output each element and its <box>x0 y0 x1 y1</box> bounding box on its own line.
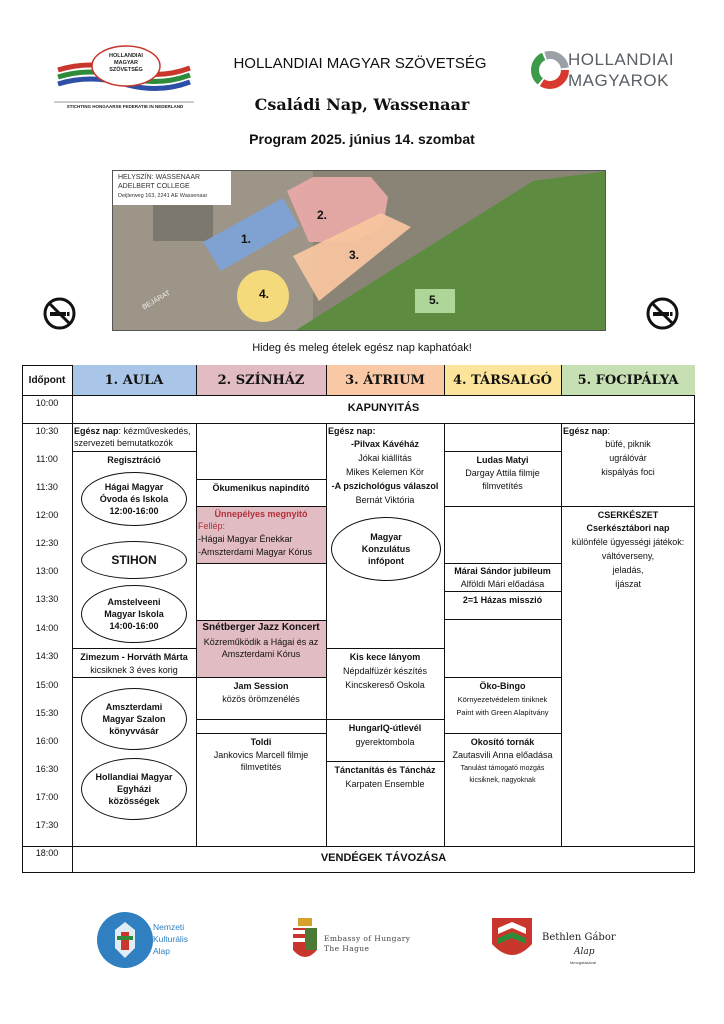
szinhaz-jazz-sub: Közreműködik a Hágai és az Amszterdami Kórus <box>203 637 319 659</box>
foci-allday-label: Egész nap <box>563 426 608 436</box>
aula-oval-hagai <box>81 472 187 526</box>
zone-3-label: 3. <box>349 248 360 262</box>
grid-line <box>326 365 327 395</box>
grid-line <box>561 365 562 395</box>
nka-line3: Alap <box>153 946 171 956</box>
foci-scout-text3: jeladás, <box>612 565 644 575</box>
foci-allday-colon: : <box>607 426 611 436</box>
time-label: 11:00 <box>36 454 58 464</box>
atrium-mikes: Mikes Kelemen Kör <box>345 467 425 477</box>
org-title: HOLLANDIAI MAGYAR SZÖVETSÉG <box>233 55 487 72</box>
grid-line <box>196 733 326 734</box>
grid-line <box>326 719 444 720</box>
hm-logo-line2: MAGYAROK <box>568 71 669 90</box>
grid-line <box>444 619 561 620</box>
foci-scout-text2: váltóverseny, <box>601 551 655 561</box>
foci-scout-text4: íjászat <box>614 579 641 589</box>
time-label: 15:30 <box>35 708 59 718</box>
col-header-focipalya <box>561 365 695 395</box>
opening-text: KAPUNYITÁS <box>347 402 420 414</box>
grid-line <box>196 365 197 395</box>
col-header-szinhaz-label: 2. SZÍNHÁZ <box>217 372 305 388</box>
aula-oval-amstelveen-text: Amstelveeni Magyar Iskola 14:00-16:00 <box>104 597 164 631</box>
bethlen-line2: Alap <box>574 947 595 957</box>
col-header-focipalya-label: 5. FOCIPÁLYA <box>577 372 679 388</box>
col-header-atrium-label: 3. ÁTRIUM <box>345 372 425 388</box>
grid-line <box>326 648 444 649</box>
time-label: 10:00 <box>35 398 59 408</box>
bethlen-line1: Bethlen Gábor <box>542 932 616 943</box>
aula-registration: Regisztráció <box>107 455 161 465</box>
grid-line <box>196 479 326 480</box>
logo-text-3: SZÖVETSÉG <box>109 67 143 73</box>
atrium-psych-name: Bernát Viktória <box>355 495 415 505</box>
time-label: 12:00 <box>35 510 59 520</box>
grid-line <box>72 365 73 873</box>
atrium-hiq-title: HungarIQ-útlevél <box>348 723 422 733</box>
aula-allday-text: : kézműveskedés, szervezeti bemutatkozók <box>74 426 191 448</box>
atrium-kece-title: Kis kece lányom <box>349 652 421 662</box>
time-label: 18:00 <box>35 848 59 858</box>
grid-line <box>561 423 562 846</box>
no-smoking-icon <box>646 297 679 330</box>
szinhaz-toldi-title: Toldi <box>250 737 272 747</box>
no-smoking-icon <box>43 297 76 330</box>
nka-line1: Nemzeti <box>153 922 185 932</box>
szinhaz-jazz-title: Snétberger Jazz Koncert <box>202 622 320 633</box>
bethlen-logo <box>490 914 640 972</box>
grid-line <box>561 506 695 507</box>
time-label: 16:30 <box>35 764 59 774</box>
aula-oval-szalon-text: Amszterdami Magyar Szalon könyvvásár <box>102 702 166 736</box>
atrium-dance-sub: Karpaten Ensemble <box>345 779 425 789</box>
foci-item3: kispályás foci <box>601 467 655 477</box>
grid-line <box>444 563 561 564</box>
foci-item2: ugrálóvár <box>609 453 647 463</box>
time-label: 13:00 <box>35 566 59 576</box>
grid-line <box>72 677 196 678</box>
event-title: Családi Nap, Wassenaar <box>254 95 470 114</box>
time-header <box>22 365 72 395</box>
atrium-allday: Egész nap: <box>328 426 376 436</box>
time-label: 13:30 <box>35 594 59 604</box>
atrium-hiq-sub: gyerektombola <box>355 737 415 747</box>
time-label: 10:30 <box>35 426 59 436</box>
col-header-szinhaz <box>196 365 326 395</box>
embassy-line1: Embassy of Hungary <box>324 934 411 943</box>
col-header-tarsalgo-label: 4. TÁRSALGÓ <box>453 372 552 388</box>
aula-oval-stihon-text: STIHON <box>111 553 157 567</box>
aula-oval-egyhazi <box>81 758 187 820</box>
atrium-kece-sub1: Népdalfüzér készítés <box>342 666 428 676</box>
aula-allday <box>74 425 196 449</box>
venue-map <box>112 170 606 331</box>
atrium-dance-title: Tánctanítás és Táncház <box>334 765 436 775</box>
grid-line <box>22 423 695 424</box>
logo-text-1: HOLLANDIAI <box>109 53 143 59</box>
nka-logo <box>95 910 205 970</box>
map-location-line1: HELYSZÍN: WASSENAAR <box>118 174 201 181</box>
grid-line <box>196 506 326 507</box>
time-label: 11:30 <box>36 482 58 492</box>
foci-allday <box>563 425 695 437</box>
grid-line <box>22 395 695 396</box>
foci-scout-sub: Cserkésztábori nap <box>586 523 670 533</box>
aula-oval-stihon <box>81 541 187 579</box>
time-label: 14:00 <box>35 623 59 633</box>
szinhaz-jam-title: Jam Session <box>233 681 289 691</box>
atrium-exhibit: Jókai kiállítás <box>358 453 412 463</box>
grid-line <box>444 733 561 734</box>
grid-line <box>22 846 695 847</box>
zone-2-label: 2. <box>317 208 328 222</box>
szinhaz-opening-title: Ünnepélyes megnyitó <box>214 509 308 519</box>
food-note: Hideg és meleg ételek egész nap kaphatóak! <box>252 342 472 354</box>
hollandiai-magyarok-logo <box>530 46 690 96</box>
atrium-kece-sub2: Kincskereső Oskola <box>345 680 425 690</box>
col-header-atrium <box>326 365 444 395</box>
hm-logo-line1: HOLLANDIAI <box>568 50 675 69</box>
atrium-cafe: -Pilvax Kávéház <box>350 439 420 449</box>
program-date: Program 2025. június 14. szombat <box>249 131 475 147</box>
szinhaz-toldi-sub: Jankovics Marcell filmje filmvetítés <box>213 750 309 772</box>
tarsalgo-bingo-sub2: Paint with Green Alapítvány <box>456 708 549 717</box>
szinhaz-jam-sub: közös örömzenélés <box>222 694 300 704</box>
embassy-logo <box>290 916 430 968</box>
logo-text-2: MAGYAR <box>114 60 138 66</box>
map-address: Deijlerweg 163, 2241 AE Wassenaar <box>118 193 208 199</box>
col-header-aula-label: 1. AULA <box>104 372 164 388</box>
map-location-line2: ADELBERT COLLEGE <box>118 183 190 190</box>
grid-line <box>326 761 444 762</box>
tarsalgo-bingo-title: Öko-Bingo <box>479 681 526 691</box>
grid-line <box>444 677 561 678</box>
grid-line <box>444 451 561 452</box>
time-label: 17:30 <box>35 820 59 830</box>
nka-line2: Kulturális <box>153 934 188 944</box>
aula-zimezum-sub: kicsiknek 3 éves korig <box>90 665 178 675</box>
aula-oval-hagai-text: Hágai Magyar Óvoda és Iskola 12:00-16:00 <box>99 482 169 516</box>
grid-line <box>72 451 196 452</box>
tarsalgo-mission: 2=1 Házas misszió <box>462 595 543 605</box>
zone-4-label: 4. <box>259 287 270 301</box>
foci-scout-text1: különféle ügyességi játékok: <box>571 537 685 547</box>
tarsalgo-bingo-sub1: Környezetvédelem tiniknek <box>457 695 548 704</box>
aula-allday-label: Egész nap <box>74 426 119 436</box>
foci-scout-title: CSERKÉSZET <box>597 510 659 520</box>
tarsalgo-marai-title: Márai Sándor jubileum <box>454 566 551 576</box>
grid-line <box>196 563 326 564</box>
tarsalgo-marai-sub: Alföldi Mári előadása <box>460 579 545 589</box>
grid-line <box>72 648 196 649</box>
col-header-aula <box>72 365 196 395</box>
tarsalgo-ludas-sub2: filmvetítés <box>482 481 523 491</box>
atrium-psych: -A pszichológus válaszol <box>331 481 439 491</box>
grid-line <box>196 719 326 720</box>
embassy-line2: The Hague <box>324 944 370 953</box>
bethlen-small: támogatásával <box>570 960 597 965</box>
tarsalgo-ludas-sub1: Dargay Attila filmje <box>465 468 540 478</box>
szinhaz-opening-l3: -Amszterdami Magyar Kórus <box>198 547 313 557</box>
szinhaz-opening-l2: -Hágai Magyar Énekkar <box>198 534 293 544</box>
szinhaz-ecumenical: Ökumenikus napindító <box>212 483 310 493</box>
closing-text: VENDÉGEK TÁVOZÁSA <box>320 852 447 864</box>
logo-caption: STICHTING HONGAARSE FEDERATIE IN NEDERLAND <box>66 104 184 109</box>
atrium-oval-consulate <box>331 517 441 581</box>
aula-oval-egyhazi-text: Hollandiai Magyar Egyházi közösségek <box>95 772 173 806</box>
grid-line <box>444 506 561 507</box>
szinhaz-opening-l1: Fellép: <box>198 521 226 531</box>
grid-line <box>444 591 561 592</box>
time-header-label: Időpont <box>28 374 66 386</box>
aula-zimezum-title: Zimezum - Horváth Márta <box>80 652 188 662</box>
tarsalgo-ludas-title: Ludas Matyi <box>476 455 529 465</box>
grid-line <box>196 620 326 621</box>
atrium-oval-consulate-text: Magyar Konzulátus infópont <box>361 532 411 566</box>
time-label: 17:00 <box>35 792 59 802</box>
aula-oval-szalon <box>81 688 187 750</box>
zone-1-label: 1. <box>241 232 252 246</box>
grid-line <box>196 677 326 678</box>
foci-item1: büfé, piknik <box>605 439 651 449</box>
tarsalgo-games-title: Okosító tornák <box>470 737 535 747</box>
tarsalgo-games-sub1: Zautasvili Anna előadása <box>452 750 553 760</box>
time-label: 16:00 <box>35 736 59 746</box>
time-label: 12:30 <box>35 538 59 548</box>
grid-line <box>444 365 445 395</box>
entrance-label: BEJÁRAT <box>141 289 172 312</box>
col-header-tarsalgo <box>444 365 561 395</box>
time-label: 15:00 <box>35 680 59 690</box>
aula-oval-amstelveen <box>81 585 187 643</box>
time-label: 14:30 <box>35 651 59 661</box>
tarsalgo-games-sub2: Tanulást támogató mozgás kicsiknek, nagyoknak <box>460 765 545 784</box>
zone-5-label: 5. <box>429 293 440 307</box>
